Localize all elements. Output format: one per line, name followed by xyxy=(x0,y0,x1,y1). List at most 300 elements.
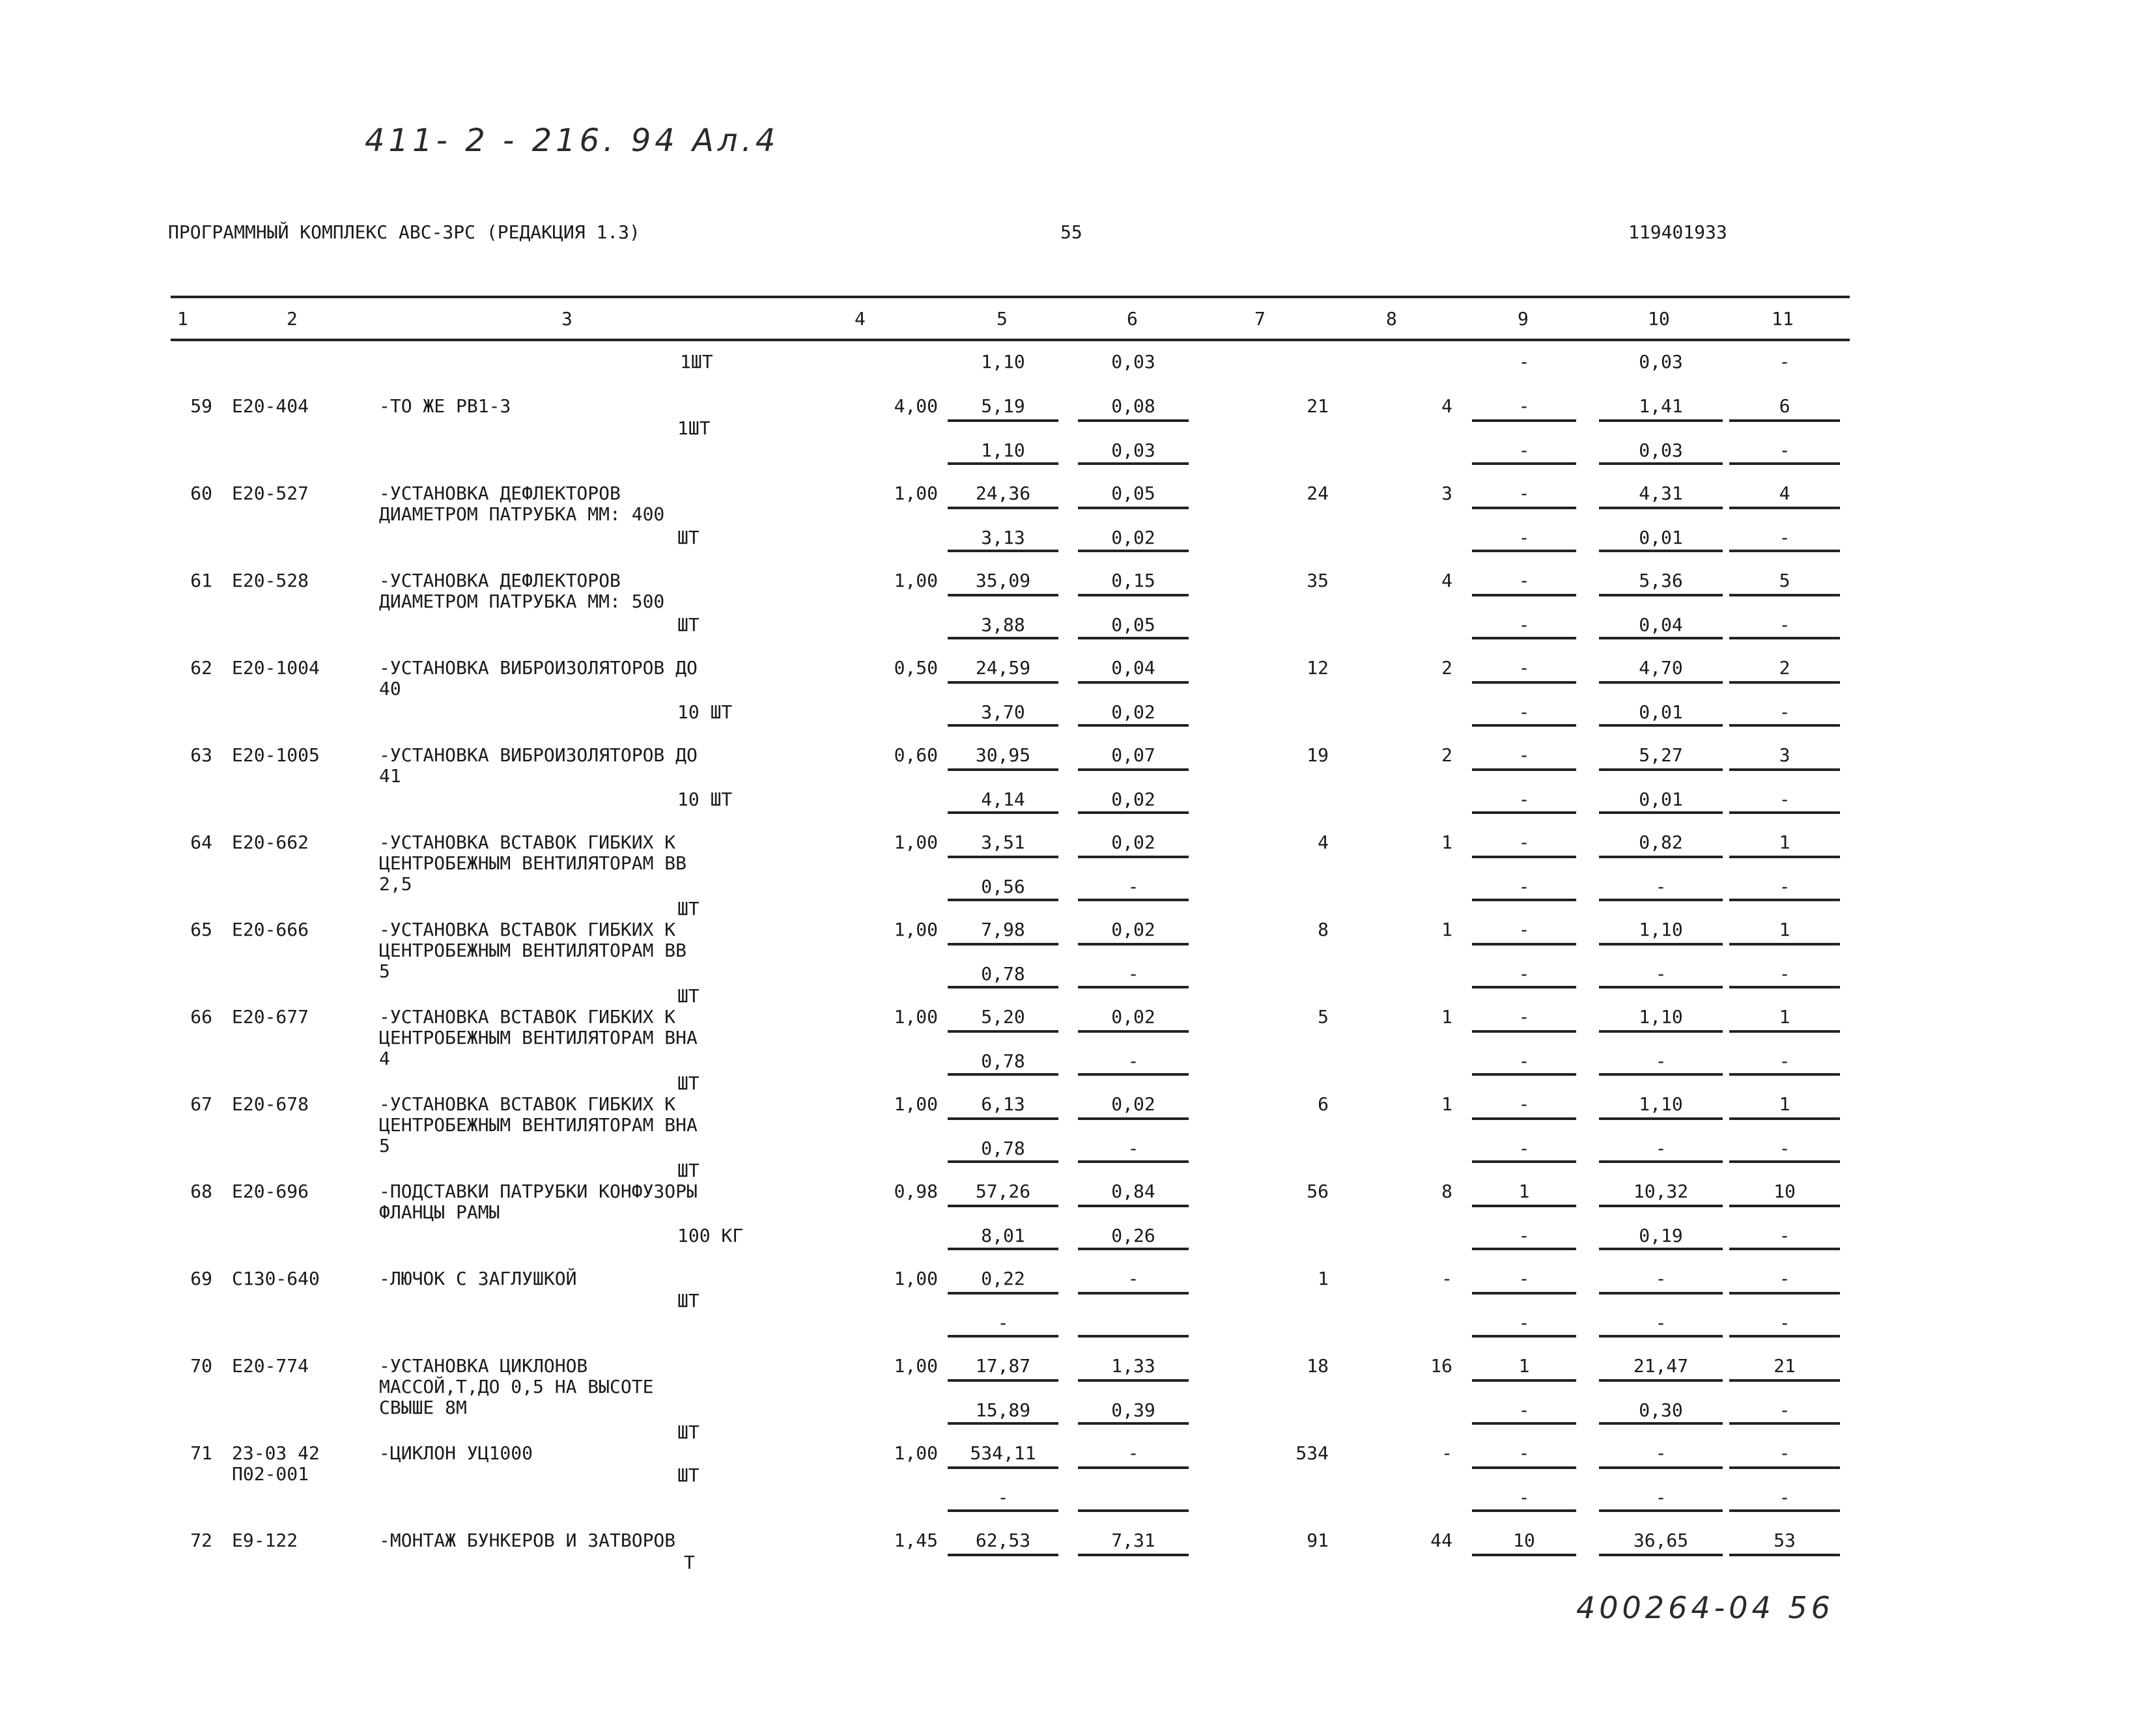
cell-rule xyxy=(1729,419,1840,422)
row-number: 60 xyxy=(190,483,212,504)
row-c6: 0,02 xyxy=(1111,1093,1155,1115)
row-col8: 1 xyxy=(1441,919,1452,940)
row-description-line: ЦЕНТРОБЕЖНЫМ ВЕНТИЛЯТОРАМ ВВ xyxy=(379,940,687,961)
cell-rule xyxy=(1472,1422,1576,1425)
cell-rule xyxy=(1729,856,1840,858)
row-col8: 44 xyxy=(1430,1530,1452,1551)
row-description-line: -УСТАНОВКА ДЕФЛЕКТОРОВ xyxy=(379,570,621,591)
row-c5-lower: 0,78 xyxy=(981,963,1025,985)
cell-rule xyxy=(1078,1073,1189,1076)
cell-rule xyxy=(1472,986,1576,988)
cell-rule xyxy=(1729,1073,1840,1076)
page-number: 55 xyxy=(1060,221,1082,243)
row-c5: 6,13 xyxy=(981,1093,1025,1115)
row-code: Е20-677 xyxy=(232,1006,309,1028)
cell-rule xyxy=(1599,1117,1723,1120)
row-c9-lower: - xyxy=(1518,701,1530,723)
cell-rule xyxy=(1729,1466,1840,1469)
row-description-line: 4 xyxy=(379,1048,390,1069)
row-c11: 6 xyxy=(1779,395,1790,417)
row-c10-lower: - xyxy=(1655,963,1667,985)
cell-rule xyxy=(1599,1509,1723,1512)
carry-col9: - xyxy=(1518,351,1530,372)
row-col7: 6 xyxy=(1318,1093,1329,1115)
row-code: 23-03 42 xyxy=(232,1442,320,1464)
row-unit: ШТ xyxy=(677,1421,700,1443)
row-c10-lower: - xyxy=(1655,1487,1667,1508)
cell-rule xyxy=(948,1466,1058,1469)
row-c5-lower: 0,56 xyxy=(981,876,1025,897)
cell-rule xyxy=(1472,1466,1576,1469)
row-c9: - xyxy=(1518,1093,1530,1115)
cell-rule xyxy=(1472,856,1576,858)
cell-rule xyxy=(1472,462,1576,465)
cell-rule xyxy=(1078,681,1189,684)
cell-rule xyxy=(1078,1422,1189,1425)
column-header-11: 11 xyxy=(1772,308,1794,329)
row-c6-lower: - xyxy=(1127,1138,1139,1159)
cell-rule xyxy=(1729,1205,1840,1207)
program-title: ПРОГРАММНЫЙ КОМПЛЕКС АВС-3РС (РЕДАКЦИЯ 1.3) xyxy=(168,221,640,243)
row-col8: 3 xyxy=(1441,483,1452,504)
row-description-line: -УСТАНОВКА ВСТАВОК ГИБКИХ К xyxy=(379,832,676,853)
cell-rule xyxy=(1078,1030,1189,1033)
row-description-line: -ЦИКЛОН УЦ1000 xyxy=(379,1442,533,1464)
row-description-line: 5 xyxy=(379,1135,390,1156)
cell-rule xyxy=(1599,419,1723,422)
row-c6-lower: - xyxy=(1127,876,1139,897)
cell-rule xyxy=(948,1292,1058,1295)
row-c11-lower: - xyxy=(1779,440,1790,461)
row-col8: 16 xyxy=(1430,1355,1452,1377)
cell-rule xyxy=(1599,724,1723,727)
cell-rule xyxy=(1078,768,1189,771)
row-c10-lower: 0,30 xyxy=(1639,1399,1683,1421)
cell-rule xyxy=(948,768,1058,771)
row-c6-lower: - xyxy=(1127,1050,1139,1072)
row-description-line: -МОНТАЖ БУНКЕРОВ И ЗАТВОРОВ xyxy=(379,1530,676,1551)
cell-rule xyxy=(1078,943,1189,945)
document-number: 119401933 xyxy=(1628,221,1727,243)
row-col8: 1 xyxy=(1441,1093,1452,1115)
cell-rule xyxy=(1472,507,1576,509)
row-number: 65 xyxy=(190,919,212,940)
row-c9-lower: - xyxy=(1518,440,1530,461)
cell-rule xyxy=(1729,1509,1840,1512)
row-c6: 0,02 xyxy=(1111,832,1155,853)
cell-rule xyxy=(1472,1030,1576,1033)
row-c9: 1 xyxy=(1518,1181,1530,1202)
row-description-line: -УСТАНОВКА ДЕФЛЕКТОРОВ xyxy=(379,483,621,504)
row-description-line: -УСТАНОВКА ВСТАВОК ГИБКИХ К xyxy=(379,1006,676,1028)
row-c9-lower: - xyxy=(1518,789,1530,810)
row-c6-lower: 0,03 xyxy=(1111,440,1155,461)
cell-rule xyxy=(1729,1292,1840,1295)
cell-rule xyxy=(1472,1554,1576,1556)
table-top-rule xyxy=(171,296,1850,298)
cell-rule xyxy=(1078,1466,1189,1469)
row-c9-lower: - xyxy=(1518,1399,1530,1421)
row-col7: 4 xyxy=(1318,832,1329,853)
row-unit: ШТ xyxy=(677,985,700,1007)
cell-rule xyxy=(1472,1160,1576,1163)
row-c6-lower: - xyxy=(1127,963,1139,985)
cell-rule xyxy=(1472,550,1576,552)
row-col7: 8 xyxy=(1318,919,1329,940)
row-c10-lower: - xyxy=(1655,876,1667,897)
handwritten-sheet-code: 400264-04 56 xyxy=(1576,1590,1834,1625)
row-c10: 1,41 xyxy=(1639,395,1683,417)
row-c9-lower: - xyxy=(1518,1225,1530,1246)
row-c5-lower: 1,10 xyxy=(981,440,1025,461)
cell-rule xyxy=(948,1379,1058,1382)
cell-rule xyxy=(948,462,1058,465)
cell-rule xyxy=(948,724,1058,727)
row-c9-lower: - xyxy=(1518,876,1530,897)
row-c11-lower: - xyxy=(1779,527,1790,548)
cell-rule xyxy=(1729,768,1840,771)
row-code: Е20-527 xyxy=(232,483,309,504)
column-header-7: 7 xyxy=(1254,308,1266,329)
row-c5-lower: - xyxy=(997,1312,1009,1334)
row-description-line: СВЫШЕ 8М xyxy=(379,1397,467,1418)
row-c6-lower: 0,02 xyxy=(1111,789,1155,810)
row-c9: - xyxy=(1518,1442,1530,1464)
row-description-line: -УСТАНОВКА ЦИКЛОНОВ xyxy=(379,1355,588,1377)
row-col4-quantity: 1,00 xyxy=(894,1355,938,1377)
cell-rule xyxy=(1078,594,1189,596)
cell-rule xyxy=(1078,507,1189,509)
cell-rule xyxy=(1729,1554,1840,1556)
cell-rule xyxy=(1078,550,1189,552)
cell-rule xyxy=(1078,1160,1189,1163)
cell-rule xyxy=(1599,462,1723,465)
cell-rule xyxy=(1078,899,1189,901)
row-c10-lower: 0,01 xyxy=(1639,527,1683,548)
cell-rule xyxy=(1729,637,1840,639)
row-c6: 0,05 xyxy=(1111,483,1155,504)
row-code: Е9-122 xyxy=(232,1530,298,1551)
row-col4-quantity: 1,00 xyxy=(894,1268,938,1289)
cell-rule xyxy=(1472,811,1576,814)
cell-rule xyxy=(1729,1335,1840,1337)
row-col4-quantity: 1,00 xyxy=(894,832,938,853)
row-description-line: ФЛАНЦЫ РАМЫ xyxy=(379,1201,500,1223)
row-c11: 4 xyxy=(1779,483,1790,504)
row-col8: 1 xyxy=(1441,832,1452,853)
cell-rule xyxy=(1472,724,1576,727)
cell-rule xyxy=(1472,1379,1576,1382)
row-c5: 62,53 xyxy=(975,1530,1031,1551)
row-c10: 21,47 xyxy=(1633,1355,1689,1377)
cell-rule xyxy=(1729,724,1840,727)
handwritten-document-code: 411- 2 - 216. 94 Ал.4 xyxy=(365,122,780,159)
cell-rule xyxy=(1729,899,1840,901)
cell-rule xyxy=(1599,1379,1723,1382)
row-number: 70 xyxy=(190,1355,212,1377)
row-c5-lower: 0,78 xyxy=(981,1138,1025,1159)
column-header-5: 5 xyxy=(997,308,1008,329)
row-code: С130-640 xyxy=(232,1268,320,1289)
row-unit: 10 ШТ xyxy=(677,789,733,810)
row-c10: 1,10 xyxy=(1639,1093,1683,1115)
row-c9: - xyxy=(1518,483,1530,504)
row-c10: 10,32 xyxy=(1633,1181,1689,1202)
row-c9-lower: - xyxy=(1518,1487,1530,1508)
row-c5: 30,95 xyxy=(975,744,1031,766)
column-header-8: 8 xyxy=(1386,308,1397,329)
row-c5: 534,11 xyxy=(970,1442,1036,1464)
cell-rule xyxy=(1599,1248,1723,1250)
row-number: 69 xyxy=(190,1268,212,1289)
row-c5-lower: 3,70 xyxy=(981,701,1025,723)
cell-rule xyxy=(1078,1117,1189,1120)
row-col4-quantity: 1,00 xyxy=(894,483,938,504)
carry-col6: 0,03 xyxy=(1111,351,1155,372)
row-c11-lower: - xyxy=(1779,1312,1790,1334)
cell-rule xyxy=(1729,811,1840,814)
cell-rule xyxy=(1078,1335,1189,1337)
row-c6-lower: 0,02 xyxy=(1111,701,1155,723)
cell-rule xyxy=(1599,1422,1723,1425)
carry-col11: - xyxy=(1779,351,1790,372)
row-c5-lower: 3,88 xyxy=(981,614,1025,636)
cell-rule xyxy=(1729,943,1840,945)
row-col8: 2 xyxy=(1441,657,1452,679)
row-description-line: -УСТАНОВКА ВИБРОИЗОЛЯТОРОВ ДО xyxy=(379,657,698,679)
row-c5-lower: 3,13 xyxy=(981,527,1025,548)
cell-rule xyxy=(1599,1292,1723,1295)
row-c11-lower: - xyxy=(1779,876,1790,897)
row-description-line: ДИАМЕТРОМ ПАТРУБКА ММ: 500 xyxy=(379,591,665,612)
row-code: Е20-662 xyxy=(232,832,309,853)
row-c6: 0,02 xyxy=(1111,919,1155,940)
row-col8: - xyxy=(1441,1442,1452,1464)
row-code: Е20-528 xyxy=(232,570,309,591)
carry-col10: 0,03 xyxy=(1639,351,1683,372)
row-col4-quantity: 1,00 xyxy=(894,919,938,940)
row-c6: 0,07 xyxy=(1111,744,1155,766)
row-description-line: ДИАМЕТРОМ ПАТРУБКА ММ: 400 xyxy=(379,503,665,525)
row-c5-lower: - xyxy=(997,1487,1009,1508)
row-c6-lower: 0,26 xyxy=(1111,1225,1155,1246)
row-unit: ШТ xyxy=(677,1290,700,1311)
row-c11: 2 xyxy=(1779,657,1790,679)
cell-rule xyxy=(1472,1205,1576,1207)
cell-rule xyxy=(1599,550,1723,552)
row-c6-lower: 0,39 xyxy=(1111,1399,1155,1421)
row-c11-lower: - xyxy=(1779,701,1790,723)
cell-rule xyxy=(1472,899,1576,901)
cell-rule xyxy=(948,1073,1058,1076)
row-col7: 91 xyxy=(1307,1530,1329,1551)
row-col4-quantity: 1,00 xyxy=(894,1006,938,1028)
row-number: 67 xyxy=(190,1093,212,1115)
row-number: 59 xyxy=(190,395,212,417)
row-c5: 35,09 xyxy=(975,570,1031,591)
column-header-3: 3 xyxy=(561,308,573,329)
row-col4-quantity: 1,00 xyxy=(894,1442,938,1464)
row-c11: 53 xyxy=(1774,1530,1796,1551)
cell-rule xyxy=(948,1160,1058,1163)
cell-rule xyxy=(1599,1205,1723,1207)
row-code: Е20-666 xyxy=(232,919,309,940)
cell-rule xyxy=(1599,594,1723,596)
row-description-line: 2,5 xyxy=(379,873,412,895)
row-description-line: -ПОДСТАВКИ ПАТРУБКИ КОНФУЗОРЫ xyxy=(379,1181,698,1202)
row-c10-lower: - xyxy=(1655,1138,1667,1159)
row-description-line: ЦЕНТРОБЕЖНЫМ ВЕНТИЛЯТОРАМ ВНА xyxy=(379,1114,698,1136)
row-c11-lower: - xyxy=(1779,1138,1790,1159)
row-c5: 24,36 xyxy=(975,483,1031,504)
row-code: Е20-696 xyxy=(232,1181,309,1202)
row-number: 63 xyxy=(190,744,212,766)
cell-rule xyxy=(948,1554,1058,1556)
cell-rule xyxy=(948,856,1058,858)
row-c10-lower: - xyxy=(1655,1312,1667,1334)
row-c9: - xyxy=(1518,657,1530,679)
row-col4-quantity: 0,50 xyxy=(894,657,938,679)
row-col4-quantity: 1,45 xyxy=(894,1530,938,1551)
row-description-line: -УСТАНОВКА ВИБРОИЗОЛЯТОРОВ ДО xyxy=(379,744,698,766)
cell-rule xyxy=(1599,1073,1723,1076)
cell-rule xyxy=(1078,1554,1189,1556)
cell-rule xyxy=(1078,1509,1189,1512)
row-col7: 5 xyxy=(1318,1006,1329,1028)
row-c10-lower: 0,01 xyxy=(1639,789,1683,810)
cell-rule xyxy=(1729,462,1840,465)
row-c11: 10 xyxy=(1774,1181,1796,1202)
cell-rule xyxy=(1472,419,1576,422)
row-c10-lower: - xyxy=(1655,1050,1667,1072)
row-c10: 1,10 xyxy=(1639,1006,1683,1028)
row-c11-lower: - xyxy=(1779,789,1790,810)
row-c10-lower: 0,04 xyxy=(1639,614,1683,636)
row-unit: ШТ xyxy=(677,1160,700,1181)
row-description-line: -УСТАНОВКА ВСТАВОК ГИБКИХ К xyxy=(379,1093,676,1115)
cell-rule xyxy=(1599,637,1723,639)
cell-rule xyxy=(948,419,1058,422)
row-unit: ШТ xyxy=(677,614,700,636)
row-c10: 5,36 xyxy=(1639,570,1683,591)
row-c9: 10 xyxy=(1513,1530,1535,1551)
row-number: 62 xyxy=(190,657,212,679)
row-c11: 3 xyxy=(1779,744,1790,766)
row-c10: 4,70 xyxy=(1639,657,1683,679)
row-description-line: ЦЕНТРОБЕЖНЫМ ВЕНТИЛЯТОРАМ ВНА xyxy=(379,1027,698,1048)
row-c11: 21 xyxy=(1774,1355,1796,1377)
cell-rule xyxy=(1729,507,1840,509)
cell-rule xyxy=(1078,1205,1189,1207)
cell-rule xyxy=(1599,1466,1723,1469)
cell-rule xyxy=(1729,1160,1840,1163)
row-c10: - xyxy=(1655,1442,1667,1464)
cell-rule xyxy=(1078,1379,1189,1382)
cell-rule xyxy=(1472,681,1576,684)
column-header-9: 9 xyxy=(1518,308,1529,329)
cell-rule xyxy=(1729,1117,1840,1120)
row-c10-lower: 0,03 xyxy=(1639,440,1683,461)
row-c6: - xyxy=(1127,1442,1139,1464)
row-description-line: -ЛЮЧОК С ЗАГЛУШКОЙ xyxy=(379,1268,577,1289)
cell-rule xyxy=(1078,811,1189,814)
cell-rule xyxy=(948,507,1058,509)
row-c11-lower: - xyxy=(1779,1399,1790,1421)
row-col8: 8 xyxy=(1441,1181,1452,1202)
row-description-line: МАССОЙ,Т,ДО 0,5 НА ВЫСОТЕ xyxy=(379,1376,654,1397)
column-header-2: 2 xyxy=(287,308,298,329)
cell-rule xyxy=(1472,1292,1576,1295)
cell-rule xyxy=(1472,1509,1576,1512)
row-c5: 57,26 xyxy=(975,1181,1031,1202)
row-c10: 0,82 xyxy=(1639,832,1683,853)
row-c10: 4,31 xyxy=(1639,483,1683,504)
row-c10: 5,27 xyxy=(1639,744,1683,766)
row-c10: 1,10 xyxy=(1639,919,1683,940)
carry-col5: 1,10 xyxy=(981,351,1025,372)
row-c6: 1,33 xyxy=(1111,1355,1155,1377)
cell-rule xyxy=(948,811,1058,814)
row-col7: 24 xyxy=(1307,483,1329,504)
cell-rule xyxy=(948,1117,1058,1120)
row-c9-lower: - xyxy=(1518,527,1530,548)
row-col8: 4 xyxy=(1441,395,1452,417)
row-c10-lower: 0,19 xyxy=(1639,1225,1683,1246)
row-description-line: ЦЕНТРОБЕЖНЫМ ВЕНТИЛЯТОРАМ ВВ xyxy=(379,852,687,874)
row-c11: - xyxy=(1779,1268,1790,1289)
row-c11: 1 xyxy=(1779,1093,1790,1115)
row-c11-lower: - xyxy=(1779,1050,1790,1072)
cell-rule xyxy=(1472,1073,1576,1076)
row-c5: 0,22 xyxy=(981,1268,1025,1289)
row-c6: 0,08 xyxy=(1111,395,1155,417)
row-col7: 12 xyxy=(1307,657,1329,679)
row-code: Е20-678 xyxy=(232,1093,309,1115)
row-unit: ШТ xyxy=(677,1464,700,1486)
row-unit: ШТ xyxy=(677,527,700,548)
row-c10: 36,65 xyxy=(1633,1530,1689,1551)
cell-rule xyxy=(1599,811,1723,814)
carry-unit: 1ШТ xyxy=(680,351,713,372)
cell-rule xyxy=(1472,1335,1576,1337)
row-c10-lower: 0,01 xyxy=(1639,701,1683,723)
row-number: 71 xyxy=(190,1442,212,1464)
row-description-line: 40 xyxy=(379,678,401,699)
row-c5: 17,87 xyxy=(975,1355,1031,1377)
column-header-6: 6 xyxy=(1127,308,1138,329)
cell-rule xyxy=(1599,856,1723,858)
cell-rule xyxy=(948,1205,1058,1207)
cell-rule xyxy=(1599,681,1723,684)
cell-rule xyxy=(948,550,1058,552)
row-description-line: 5 xyxy=(379,960,390,982)
row-unit: ШТ xyxy=(677,1072,700,1094)
cell-rule xyxy=(1078,1292,1189,1295)
cell-rule xyxy=(1599,1160,1723,1163)
row-col7: 21 xyxy=(1307,395,1329,417)
row-c6-lower: 0,05 xyxy=(1111,614,1155,636)
row-c9: - xyxy=(1518,744,1530,766)
cell-rule xyxy=(1729,1422,1840,1425)
row-description-line: -УСТАНОВКА ВСТАВОК ГИБКИХ К xyxy=(379,919,676,940)
row-c9: - xyxy=(1518,395,1530,417)
cell-rule xyxy=(1729,594,1840,596)
cell-rule xyxy=(1599,899,1723,901)
row-unit: 100 КГ xyxy=(677,1225,744,1246)
row-col4-quantity: 0,98 xyxy=(894,1181,938,1202)
cell-rule xyxy=(1599,943,1723,945)
cell-rule xyxy=(1599,1554,1723,1556)
